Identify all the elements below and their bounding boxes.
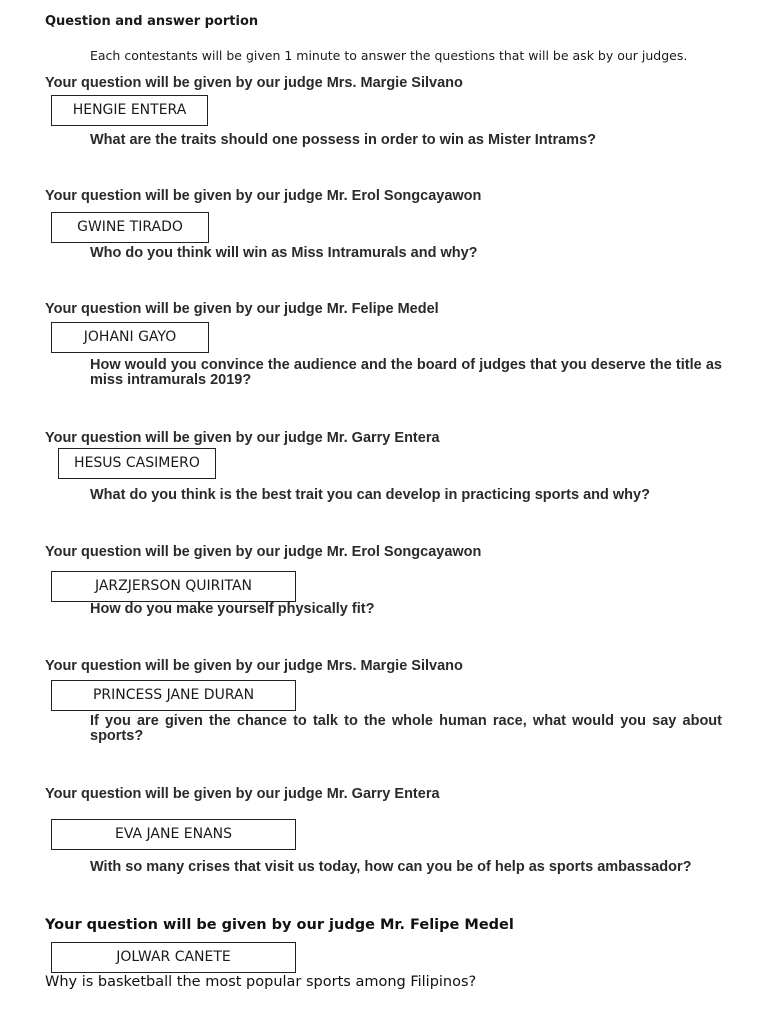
question-text: If you are given the chance to talk to the whole human race, what would you say about sports? xyxy=(90,713,722,744)
question-text: With so many crises that visit us today, how can you be of help as sports ambassador? xyxy=(90,859,692,875)
judge-line: Your question will be given by our judge Mrs. Margie Silvano xyxy=(45,658,463,674)
contestant-name-box: JOLWAR CANETE xyxy=(51,942,296,973)
contestant-name-box: JARZJERSON QUIRITAN xyxy=(51,571,296,602)
judge-line: Your question will be given by our judge Mr. Felipe Medel xyxy=(45,301,439,317)
judge-line: Your question will be given by our judge Mr. Erol Songcayawon xyxy=(45,544,482,560)
contestant-name-box: HENGIE ENTERA xyxy=(51,95,208,126)
question-text: What are the traits should one possess in order to win as Mister Intrams? xyxy=(90,132,596,148)
judge-line: Your question will be given by our judge Mr. Felipe Medel xyxy=(45,917,514,933)
judge-line: Your question will be given by our judge Mrs. Margie Silvano xyxy=(45,75,463,91)
judge-line: Your question will be given by our judge Mr. Erol Songcayawon xyxy=(45,188,482,204)
question-text: Why is basketball the most popular sports among Filipinos? xyxy=(45,974,477,990)
contestant-name-box: HESUS CASIMERO xyxy=(58,448,216,479)
contestant-name-box: JOHANI GAYO xyxy=(51,322,209,353)
judge-line: Your question will be given by our judge Mr. Garry Entera xyxy=(45,430,440,446)
judge-line: Your question will be given by our judge Mr. Garry Entera xyxy=(45,786,440,802)
contestant-name-box: GWINE TIRADO xyxy=(51,212,209,243)
document-intro: Each contestants will be given 1 minute to answer the questions that will be ask by our judges. xyxy=(90,48,688,63)
question-text: What do you think is the best trait you can develop in practicing sports and why? xyxy=(90,487,650,503)
question-text: How would you convince the audience and the board of judges that you deserve the title as miss intramurals 2019? xyxy=(90,357,722,388)
question-text: Who do you think will win as Miss Intramurals and why? xyxy=(90,245,478,261)
document-heading: Question and answer portion xyxy=(45,14,259,29)
question-text: How do you make yourself physically fit? xyxy=(90,601,375,617)
contestant-name-box: EVA JANE ENANS xyxy=(51,819,296,850)
contestant-name-box: PRINCESS JANE DURAN xyxy=(51,680,296,711)
